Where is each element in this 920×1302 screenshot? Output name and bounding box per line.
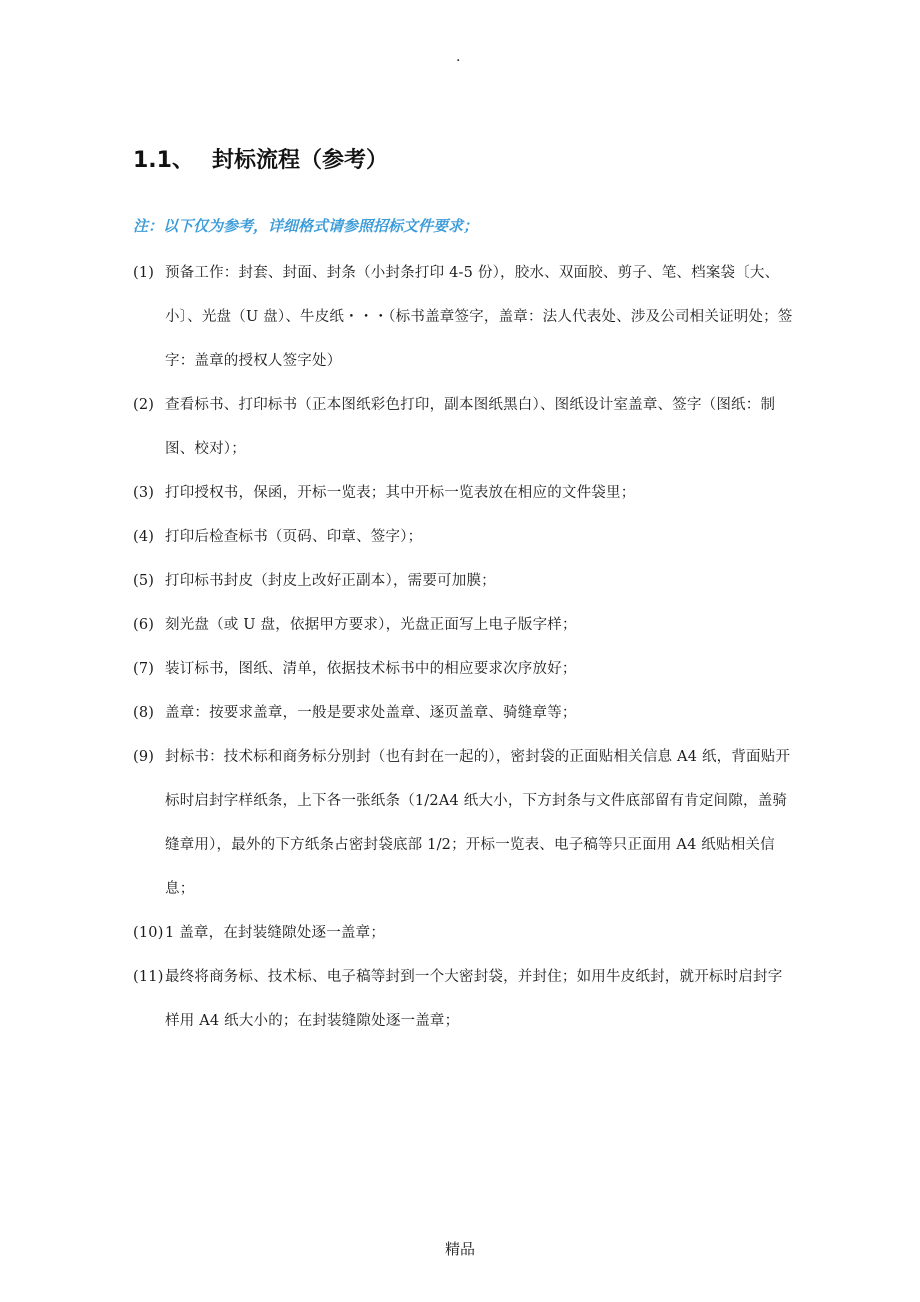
list-item [133,471,793,515]
item-text: 预备工作：封套、封面、封条（小封条打印 4-5 份），胶水、双面胶、剪子、笔、档案袋〔大、小〕、光盘（U 盘）、牛皮纸・・・（标书盖章签字，盖章：法人代表处、涉及公司相关证明处；签字：盖章的授权人签字处） [165,265,793,369]
item-index: (8) [133,705,155,721]
item-text: 刻光盘（或 U 盘，依据甲方要求），光盘正面写上电子版字样； [165,617,577,633]
item-index: (1) [133,265,155,281]
item-index: (4) [133,529,155,545]
page-footer: 精品 [444,1240,475,1258]
item-index: (5) [133,573,155,589]
list-item [133,911,793,955]
item-index: (11) [133,969,164,985]
item-text: 封标书：技术标和商务标分别封（也有封在一起的），密封袋的正面贴相关信息 A4 纸，背面贴开标时启封字样纸条，上下各一张纸条（1/2A4 纸大小，下方封条与文件底部留有肯定间隙，盖骑缝章用），最外的下方纸条占密封袋底部 1/2；开标一览表、电子稿等只正面用 A4 纸贴相关信息； [165,749,791,897]
list-item [133,955,793,1043]
item-index: (9) [133,749,155,765]
list-item [133,691,793,735]
list-item [133,383,793,471]
item-index: (10) [133,925,164,941]
list-item [133,735,793,911]
item-index: (3) [133,485,155,501]
section-number: 1.1、 [133,148,194,173]
list-item [133,251,793,383]
item-text: 打印标书封皮（封皮上改好正副本），需要可加膜； [165,573,496,589]
list-item [133,603,793,647]
item-index: (6) [133,617,155,633]
item-text: 1 盖章，在封装缝隙处逐一盖章； [165,925,386,941]
item-text: 打印后检查标书（页码、印章、签字）； [165,529,423,545]
procedure-list [133,251,793,1043]
list-item [133,647,793,691]
item-index: (2) [133,397,155,413]
section-title: 封标流程（参考） [211,148,388,173]
section-heading [133,145,388,177]
item-text: 最终将商务标、技术标、电子稿等封到一个大密封袋，并封住；如用牛皮纸封，就开标时启封字样用 A4 纸大小的；在封装缝隙处逐一盖章； [165,969,783,1029]
top-mark: . [456,49,461,65]
list-item [133,515,793,559]
item-index: (7) [133,661,155,677]
item-text: 打印授权书，保函，开标一览表；其中开标一览表放在相应的文件袋里； [165,485,636,501]
item-text: 装订标书，图纸、清单，依据技术标书中的相应要求次序放好； [165,661,577,677]
list-item [133,559,793,603]
item-text: 盖章：按要求盖章，一般是要求处盖章、逐页盖章、骑缝章等； [165,705,577,721]
item-text: 查看标书、打印标书（正本图纸彩色打印，副本图纸黑白）、图纸设计室盖章、签字（图纸：制图、校对）； [165,397,776,457]
reference-note: 注：以下仅为参考，详细格式请参照招标文件要求； [133,217,479,235]
